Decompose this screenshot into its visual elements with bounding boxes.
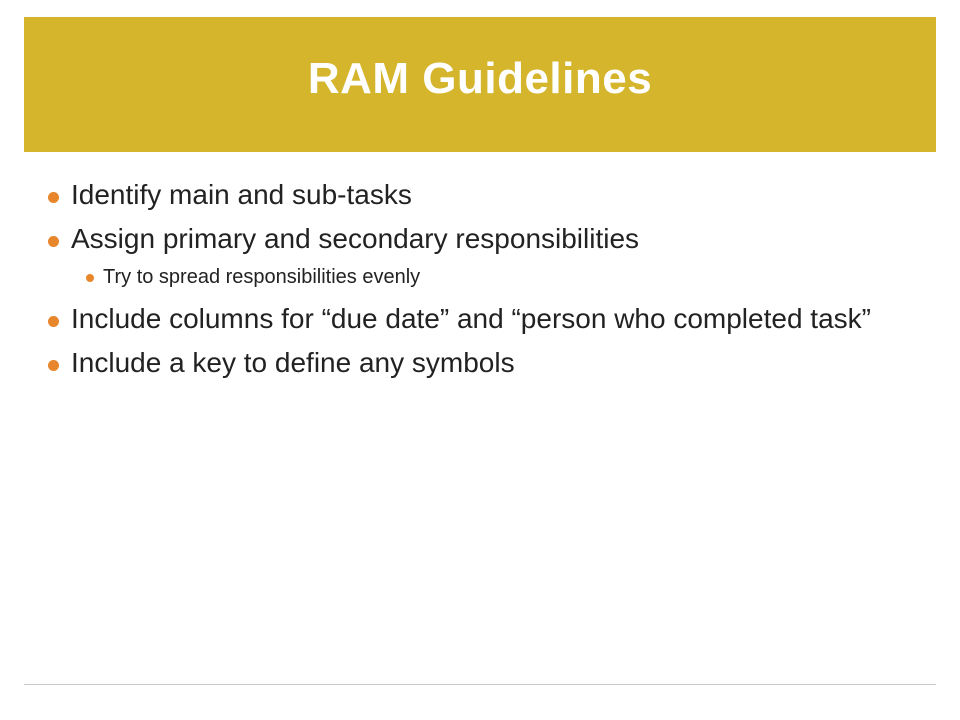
sub-bullet-item bbox=[48, 264, 908, 290]
bullet-dot-icon bbox=[86, 274, 94, 282]
bullet-dot-icon bbox=[48, 192, 59, 203]
footer-divider bbox=[24, 684, 936, 685]
bullet-item bbox=[48, 178, 908, 212]
bullet-text: Identify main and sub-tasks bbox=[71, 179, 412, 210]
sub-bullet-text: Try to spread responsibilities evenly bbox=[103, 266, 421, 288]
bullet-text: Assign primary and secondary responsibilities bbox=[71, 223, 640, 254]
bullet-text: Include columns for “due date” and “person who completed task” bbox=[71, 303, 871, 334]
bullet-dot-icon bbox=[48, 316, 59, 327]
bullet-dot-icon bbox=[48, 236, 59, 247]
bullet-list bbox=[48, 178, 908, 390]
bullet-item bbox=[48, 222, 908, 256]
bullet-text: Include a key to define any symbols bbox=[71, 347, 515, 378]
bullet-item bbox=[48, 302, 908, 336]
slide-title: RAM Guidelines bbox=[307, 53, 653, 103]
title-bar bbox=[24, 17, 936, 152]
bullet-item bbox=[48, 346, 908, 380]
bullet-dot-icon bbox=[48, 360, 59, 371]
